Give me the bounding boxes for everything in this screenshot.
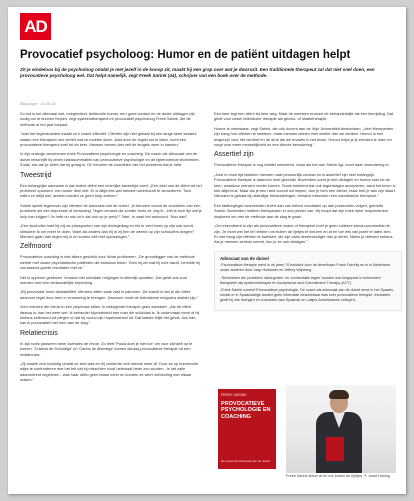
paragraph: „Zij vaakte zich schuldig omdat ze ziek was en hij zonderde zich steeds meer af. Door ze op humorvolle wijze te confronteren met het feit dat zij misschien nooit helemaal beter zou worden - is het valle daaromtrent negeleren - was haar cliëlo geen telaar meer en konden ze weer verbinding met elkaar maken.” (20, 361, 199, 383)
byline: Bilaa Ayar · 10-08-15 (20, 102, 56, 106)
info-box (214, 251, 402, 311)
paragraph: „Een alcoholist hoef bij mij de plusspunten van zijn drinkgedrag en elk te veel hoort op zijn ook wordt, stimuleer ik om meer te doen. Want als anders dan hij of zij ben de wereld op zijn schouders dragen? Mensen gaan dan tegen mij in en komen zelf met oplossingen.” (20, 223, 195, 239)
subheading-tweestrijd: Tweestrijd (20, 171, 52, 179)
info-box-item: -Technieken als 'probleem uitvergroten' en 'confrontatie tegen' worden ook toegepast in bekendere therapieën als systeemtherapie en Acceptance and Commitment Therapy (ACT). (220, 275, 381, 285)
paragraph: Eén keer legt een cliënt bij hem weg. Maar de meesten ervaren de behandelstijle als een bevrijding. Dat geldt voor zowel individuele therapie als gezins- of relatietherapie. (214, 111, 394, 122)
right-column (214, 111, 396, 311)
book-cover-image (218, 389, 276, 469)
paragraph: Provocatieve therapie is nog relatief onbekend, maar als het aan Sarink ligt, komt daar verandering in. (214, 162, 390, 168)
paragraph: Provocatieve coaching is niet alleen geschikt voor lichte problemen. „De grondlegger van de methode werkte met zware psychiatrische patiënten die kansloos leken. Toen hij zei wat hij echt dacht, bereikte hij verrassend goede resultaten met ze.” (20, 254, 201, 271)
info-box-title: Advocaat van de duivel (220, 255, 269, 261)
article-page (8, 7, 406, 494)
paragraph: In zijn onlangs verschenen boek Provocatieve psychologie en coaching. De coach als advocaat van de duivel beschrijft hij zeven basissommaties van provocatieve psychologie en de bijbehorende technieken. Zoals: sta van je cliënt dat hij graag is. Of: benoem de voordelen van het probleem dat je hebt. (20, 151, 200, 168)
author-photo (286, 385, 396, 473)
paragraph: Humor is onmisbaar, zegt Sarink, die ook docent aan de Vrije Universiteit Amsterdam. „Veel therapeuten zijn bang hun cliënten te kwetsen, maar mensen lachen veel sneller dan we denken. Humor is een lesgreep! voor het verdriet en de druk die we ervaren in het leven. Humor helpt je je emoties te uiten en zorgt voor meer menselijkheid en een directe benadering.” (214, 125, 394, 148)
paragraph: Sarink speelt tegenover zijn cliënten de advocaat van de duivel. „Ik benoem vooral de voordelen van een probleem als een depressie of verslaving. Tegen iemand die zonder fruits zit, zeg ik: „Het is toch fijn dat je hulp kan krijgen? Je hebt nu ook zo'n dat ook op je werk?” 'Nee', is vaak het antwoord. 'Nou dan!' (20, 202, 202, 219)
paragraph: Het is opperen gebleven. Iemand met suïcidale neigingen is letterlijk opvatten. Dat geldt ook voor mensen met een verstandelijke beperking. (20, 274, 188, 285)
info-box-item: -Provocatieve therapie werd in de jaren 70 bedacht door de Amerikaan Frank Farrelly en is in Nederland onder anderen door Jaap Hollander en Jeffrey Wijnberg. (220, 263, 390, 273)
book-subtitle: De coach als advocaat van de duivel (221, 459, 270, 463)
info-box-item: -Freek Sarink schreef Provocatieve psychologie. De coach als advocaat van de duivel eerst in het Spaans, omdat er in Spaanstalige landen geen informatie beschikbaar was over provocatieve therapie. Inmiddels geeft hij ook lezingen en cursussen aan Spaanse en Latijns-Amerikaanse college's. (220, 288, 395, 303)
subheading-zelfmoord: Zelfmoord (20, 243, 52, 251)
left-column (20, 111, 202, 387)
paragraph: „Juist in onze tijd snakken mensen naar persoonlijk contact en is assertief zijn heel belangrijk. Provocatieve therapie is daarvoor heel geschikt. Bovendien komt je niet uitdagen en humor snel tot de kern, waardoor mensen verder komen. Soms betekent dat ook tegenslagen accepteren, want het leven is niet altijd leuk. Maar als je een rand vooruit wil helpen, doe je hem een dienst, maar trek je aan zijn staart. Niemand is gebaat bij uitsluitige behandelingen, behalve misschien een narcistische therapeut.” (214, 171, 396, 199)
photo-held-book (326, 437, 344, 461)
paragraph: „Bij provocatie hoort deskabiliteit. Mensen zitten vaak vast in patronen. De kracht is dat je die cliënt daarvoor tegel door hem in verwarring te brengen. Daarvoor moet de betrokkene enigszins stabiel zijn.” (20, 289, 198, 300)
article-title: Provocatief psycholoog: Humor en de patiënt uitdagen helpt (20, 49, 351, 61)
ad-logo[interactable]: AD (20, 13, 51, 40)
article-lead: Zit je eindeloos bij de psycholoog omdat je met jezelf in de knoop zit, maakt hij een grap over wat je dwarszit. Een traditionele therapeut zal dat niet snel doen, een provocatieve psycholoog wel. Dat helpt namelijk, zegt Freek Sarink (44), schrijver van een boek over de methode. (20, 67, 375, 79)
paragraph: Een taalbeglegel voorbeelden levert dan ook betere resultaten op dan protocollen volgen, gebruikt Sarink. Bovendien hebben therapeuten er ook plezier van. Hij hoopt dat zijn boek meer hulpverleners inspireert om met de methode aan de slag te gaan. (214, 202, 389, 219)
paragraph: Een belangrijke aanname is dat iedere cliënt een innerlijke tweestrijd voert. „Een deel van de cliënt wil het probleem oplossen, een ander deel niet. Er is altijd iets wat mensen weerhoudt te veranderen. Toch willen ze altijd wel, anders zouden ze geen hulp zoeken.” (20, 182, 202, 199)
book-title: PROVOCATIEVE PSYCHOLOGIE EN COACHING (221, 401, 271, 420)
photo-caption: Freek Sarink kleurt af en toe buiten de lijntjes. © Joost Hoving (286, 474, 390, 478)
paragraph: In zijn boek passeren meer kwesties de revue. Zo leert 'Paula doet je niet toe' om voor zichzelf op te komen. 'Cristina de Schuldige' en 'Carlos de Afwezige' komen dankzij provocatieve therapie uit een relatiecrisis. (20, 340, 193, 357)
book-author: FREEK SARINK (221, 393, 247, 397)
paragraph: Voor mensen die nieuw in een psychose zitten, is uitdagende therapie geen aanrader. „Als de cliënt daarop is, kan het weer wel. Ik behandel bijvoorbeeld een man die suïcidaal is. Ik ondervraak eerst of hij serieus zelfmoord wil plegen of dat hij vooral zijn hopeloosheid uit. Dat laatste blijkt het geval, dus dan kan ik provocatief met hem aan de slag.” (20, 304, 200, 326)
subheading-relatiecrisis: Relatiecrisis (20, 329, 58, 337)
paragraph: 'Juist het tegendraadse maakt zo'n coach effectief. Cliënten zijn niet gebaat bij een lange serie sessies waarin een therapeut hen vertelt wat ze moeten doen. Juist door de regels los te laten, komt een provocatieve therapeut snel tot de kern. Mensen nemen dan zelf de teugels weer in handen.' (20, 131, 197, 148)
paragraph: „Om executeerd is zijn als provocatieve coach of therapeut hoef je geen volleerd stand-upcomedian te zijn. Je moet wel het lef hebben om buiten de lijntjes te kleuren en af en toe iets van jezelf te laten zien. Er niet bang zijn cliënten te kwetsen, die zijn vaak veerkrachtiger dan je denkt. Neem je cliënten serieus. Als je mensen serieus neemt, kun je ze ook uitdagen.” (214, 223, 394, 245)
paragraph: Zo bot is het allemaal niet, integendeel: liefdevolle humor, een goed contact en de ander uitdagen zijn nodig om te kunnen helpen, zegt systeemtherapeut en provocatief psycholoog Freek Sarink, die de methode al ten jaar toepast. (20, 111, 195, 127)
photo-figure-hair (329, 390, 349, 399)
subheading-assertief: Assertief zijn (214, 151, 254, 159)
